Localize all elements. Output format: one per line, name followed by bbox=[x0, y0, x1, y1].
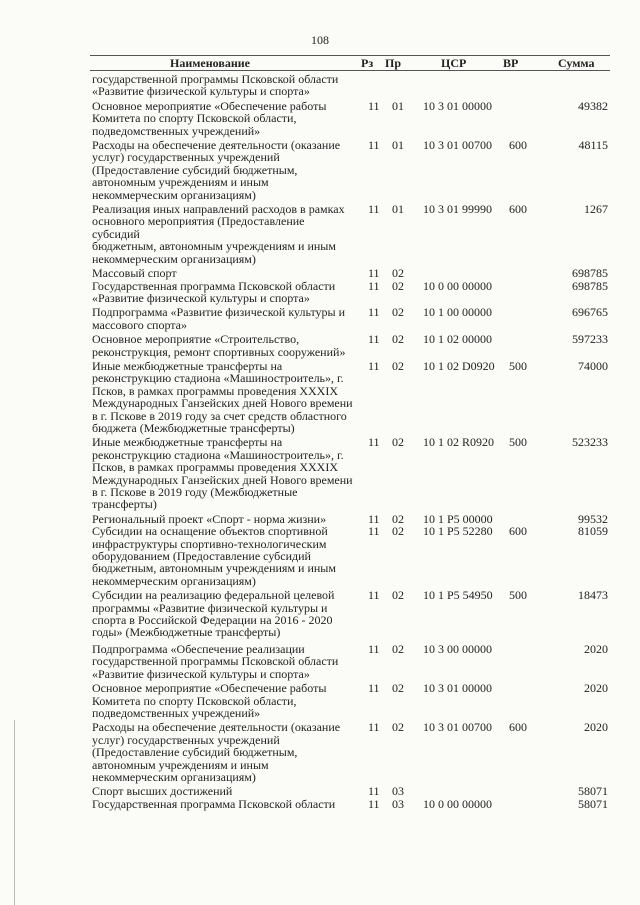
row-rz: 11 bbox=[368, 784, 380, 799]
row-sum: 698785 bbox=[572, 266, 608, 281]
row-csr: 10 3 01 99990 bbox=[423, 202, 492, 217]
table-row bbox=[0, 682, 640, 719]
row-pr: 03 bbox=[392, 784, 404, 799]
row-pr: 01 bbox=[392, 138, 404, 153]
row-name: Государственная программа Псковской области «Развитие физической культуры и спорта» bbox=[92, 278, 336, 305]
row-sum: 74000 bbox=[578, 358, 608, 373]
row-rz: 11 bbox=[368, 796, 380, 811]
row-sum: 99532 bbox=[578, 511, 608, 526]
row-sum: 597233 bbox=[572, 332, 608, 347]
scan-margin-line bbox=[14, 720, 15, 905]
row-rz: 11 bbox=[368, 332, 380, 347]
row-pr: 02 bbox=[392, 524, 404, 539]
table-row bbox=[0, 721, 640, 783]
row-sum: 18473 bbox=[578, 588, 608, 603]
row-csr: 10 1 02 R0920 bbox=[423, 435, 495, 450]
row-pr: 02 bbox=[392, 305, 404, 320]
row-rz: 11 bbox=[368, 435, 380, 450]
row-name: Государственная программа Псковской области bbox=[92, 796, 336, 811]
row-pr: 02 bbox=[392, 641, 404, 656]
header-top-rule bbox=[90, 55, 610, 56]
row-name: государственной программы Псковской области «Развитие физической культуры и спорта» bbox=[92, 72, 339, 99]
row-pr: 02 bbox=[392, 266, 404, 281]
row-csr: 10 1 02 D0920 bbox=[423, 358, 495, 373]
table-row bbox=[0, 280, 640, 305]
row-name: Субсидии на оснащение объектов спортивной инфраструктуры спортивно-технологическим оборудованием (Предоставление субсидий бюджетным, автономным учреждениям и иным некоммерческим организациям) bbox=[92, 524, 336, 588]
row-csr: 10 3 01 00000 bbox=[423, 98, 492, 113]
row-name: Реализация иных направлений расходов в рамках основного мероприятия (Предоставление субсидий бюджетным, автономным учреждениям и иным некоммерческим организациям) bbox=[92, 202, 345, 266]
row-csr: 10 1 02 00000 bbox=[423, 332, 492, 347]
row-name: Подпрограмма «Развитие физической культуры и массового спорта» bbox=[92, 305, 346, 332]
row-rz: 11 bbox=[368, 681, 380, 696]
row-sum: 58071 bbox=[578, 784, 608, 799]
row-sum: 49382 bbox=[578, 98, 608, 113]
table-row bbox=[0, 436, 640, 510]
row-sum: 523233 bbox=[572, 435, 608, 450]
row-csr: 10 3 01 00700 bbox=[423, 138, 492, 153]
row-sum: 2020 bbox=[584, 641, 608, 656]
row-rz: 11 bbox=[368, 511, 380, 526]
row-csr: 10 3 01 00700 bbox=[423, 720, 492, 735]
table-row bbox=[0, 267, 640, 279]
row-rz: 11 bbox=[368, 138, 380, 153]
header-csr: ЦСР bbox=[441, 56, 467, 70]
row-name: Основное мероприятие «Обеспечение работы Комитета по спорту Псковской области, подведомственных учреждений» bbox=[92, 681, 327, 720]
row-name: Расходы на обеспечение деятельности (оказание услуг) государственных учреждений (Предоставление субсидий бюджетным, автономным учреждениям и иным некоммерческим организациям) bbox=[92, 720, 341, 784]
table-row bbox=[0, 333, 640, 358]
table-row bbox=[0, 798, 640, 810]
table-row bbox=[0, 203, 640, 265]
page-number: 108 bbox=[311, 33, 329, 47]
row-name: Региональный проект «Спорт - норма жизни» bbox=[92, 511, 327, 526]
row-rz: 11 bbox=[368, 266, 380, 281]
row-sum: 58071 bbox=[578, 796, 608, 811]
row-name: Подпрограмма «Обеспечение реализации государственной программы Псковской области «Развитие физической культуры и спорта» bbox=[92, 641, 339, 681]
row-sum: 2020 bbox=[584, 720, 608, 735]
row-pr: 02 bbox=[392, 681, 404, 696]
row-pr: 02 bbox=[392, 511, 404, 526]
row-rz: 11 bbox=[368, 524, 380, 539]
row-name: Субсидии на реализацию федеральной целевой программы «Развитие физической культуры и спорта в Российской Федерации на 2016 - 2020 годы» (Межбюджетные трансферты) bbox=[92, 588, 335, 640]
row-rz: 11 bbox=[368, 641, 380, 656]
table-row bbox=[0, 360, 640, 434]
row-rz: 11 bbox=[368, 98, 380, 113]
row-name: Основное мероприятие «Строительство, реконструкция, ремонт спортивных сооружений» bbox=[92, 332, 346, 359]
row-vr: 600 bbox=[509, 720, 527, 735]
row-sum: 1267 bbox=[584, 202, 608, 217]
row-rz: 11 bbox=[368, 278, 380, 293]
table-header bbox=[90, 55, 610, 71]
row-csr: 10 1 P5 00000 bbox=[423, 511, 493, 526]
row-vr: 500 bbox=[509, 588, 527, 603]
header-vr: ВР bbox=[503, 56, 519, 70]
row-name: Основное мероприятие «Обеспечение работы Комитета по спорту Псковской области, подведомственных учреждений» bbox=[92, 98, 327, 138]
row-csr: 10 0 00 00000 bbox=[423, 278, 492, 293]
row-name: Массовый спорт bbox=[92, 266, 177, 281]
row-pr: 02 bbox=[392, 278, 404, 293]
row-pr: 02 bbox=[392, 332, 404, 347]
table-row bbox=[0, 100, 640, 137]
row-csr: 10 1 00 00000 bbox=[423, 305, 492, 320]
row-sum: 48115 bbox=[578, 138, 608, 153]
row-sum: 696765 bbox=[572, 305, 608, 320]
row-vr: 600 bbox=[509, 138, 527, 153]
row-pr: 01 bbox=[392, 202, 404, 217]
header-rz: Рз bbox=[361, 56, 374, 70]
row-name: Иные межбюджетные трансферты на реконструкцию стадиона «Машиностроитель», г. Псков, в рамках программы проведения XXXIX Международных Ганзейских дней Нового времени в г. Пскове в 2019 году (Межбюджетные трансферты) bbox=[92, 435, 353, 512]
table-body bbox=[0, 73, 640, 810]
row-pr: 02 bbox=[392, 435, 404, 450]
row-csr: 10 0 00 00000 bbox=[423, 796, 492, 811]
row-sum: 81059 bbox=[578, 524, 608, 539]
row-csr: 10 3 00 00000 bbox=[423, 641, 492, 656]
table-row bbox=[0, 73, 640, 98]
table-row bbox=[0, 139, 640, 201]
row-pr: 03 bbox=[392, 796, 404, 811]
row-sum: 2020 bbox=[584, 681, 608, 696]
row-csr: 10 3 01 00000 bbox=[423, 681, 492, 696]
row-vr: 500 bbox=[509, 435, 527, 450]
row-csr: 10 1 P5 52280 bbox=[423, 524, 493, 539]
table-row bbox=[0, 643, 640, 680]
row-rz: 11 bbox=[368, 358, 380, 373]
row-name: Иные межбюджетные трансферты на реконструкцию стадиона «Машиностроитель», г. Псков, в рамках программы проведения XXXIX Международных Ганзейских дней Нового времени в г. Пскове в 2019 году за счет средств областного бюджета (Межбюджетные трансферты) bbox=[92, 358, 353, 435]
row-pr: 02 bbox=[392, 358, 404, 373]
row-rz: 11 bbox=[368, 305, 380, 320]
row-rz: 11 bbox=[368, 720, 380, 735]
row-vr: 500 bbox=[509, 358, 527, 373]
header-bottom-rule bbox=[90, 70, 610, 71]
row-vr: 600 bbox=[509, 524, 527, 539]
row-vr: 600 bbox=[509, 202, 527, 217]
row-pr: 02 bbox=[392, 588, 404, 603]
table-row bbox=[0, 589, 640, 639]
row-rz: 11 bbox=[368, 202, 380, 217]
row-pr: 01 bbox=[392, 98, 404, 113]
table-row bbox=[0, 525, 640, 587]
row-sum: 698785 bbox=[572, 278, 608, 293]
row-name: Расходы на обеспечение деятельности (оказание услуг) государственных учреждений (Предоставление субсидий бюджетным, автономным учреждениям и иным некоммерческим организациям) bbox=[92, 138, 341, 202]
header-name: Наименование bbox=[170, 56, 250, 70]
header-sum: Сумма bbox=[558, 56, 595, 70]
table-row bbox=[0, 306, 640, 331]
header-pr: Пр bbox=[385, 56, 402, 70]
row-csr: 10 1 P5 54950 bbox=[423, 588, 493, 603]
row-name: Спорт высших достижений bbox=[92, 784, 233, 799]
row-pr: 02 bbox=[392, 720, 404, 735]
table-row bbox=[0, 785, 640, 797]
row-rz: 11 bbox=[368, 588, 380, 603]
